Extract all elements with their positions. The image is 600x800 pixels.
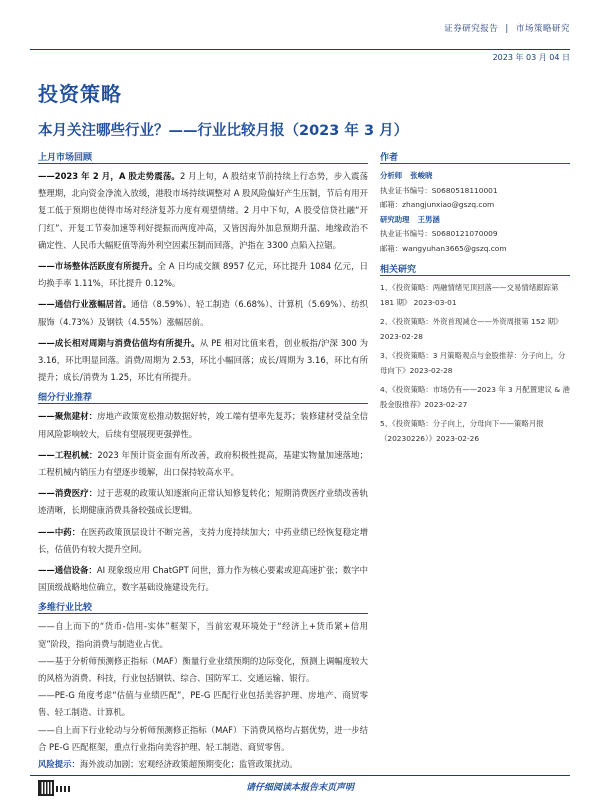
related-item[interactable]: 2、《投资策略：外资首现减仓——外资周报第 152 期》 2023-02-28	[380, 317, 563, 341]
related-item[interactable]: 4、《投资策略：市场仍有——2023 年 3 月配置建议 & 港股金股推荐》2023-02-27	[380, 385, 570, 409]
analyst-block	[380, 169, 570, 256]
footer-rule	[30, 775, 570, 776]
rec-body: 2023 年预计资金面有所改善，政府积极性提高，基建实物量加速落地；工程机械内销压力有望逐步缓解，出口保持较高水平。	[38, 449, 368, 478]
recommendation	[38, 485, 368, 519]
related-item[interactable]: 3、《投资策略：3 月策略观点与金股推荐：分子向上，分母向下》2023-02-28	[380, 351, 566, 375]
paragraph	[38, 335, 368, 387]
risk-title: 风险提示：	[38, 759, 80, 770]
related-title: 相关研究	[380, 262, 570, 276]
header-rule	[30, 49, 570, 50]
report-header	[444, 22, 570, 34]
related-item[interactable]: 5、《投资策略：分子向上，分母向下——策略月报（20230226）》2023-02-26	[380, 419, 544, 443]
risk-note	[38, 756, 368, 773]
sidebar	[380, 150, 570, 451]
compare-item: ——PE-G 角度考虑“估值与业绩匹配”，PE-G 匹配行业包括美容护理、房地产、商贸零售、轻工制造、计算机。	[38, 690, 368, 718]
assistant-cert: 执业证书编号：S0680121070009	[380, 229, 498, 238]
rec-lead: ——中药：	[38, 526, 81, 537]
para-body: 全 A 日均成交额 8957 亿元，环比提升 1084 亿元，日均换手率 1.11%，环比提升 0.12%。	[38, 261, 368, 289]
rec-body: AI 现象级应用 ChatGPT 问世，算力作为核心要素或迎高速扩张；数字中国顶级战略地位确立，数字基础设施建设先行。	[38, 565, 368, 593]
authors-title: 作者	[380, 150, 570, 164]
para-lead: ——成长相对周期与消费估值均有所提升。	[38, 337, 200, 348]
para-lead: ——2023 年 2 月，A 股走势震荡。	[38, 171, 180, 181]
recommendation	[38, 408, 368, 442]
compare-item: ——自上而下行业轮动与分析师预测修正指标（MAF）下消费风格均占据优势，进一步结合 PE-G 匹配框架，重点行业指向美容护理、轻工制造、商贸零售。	[38, 724, 368, 752]
rec-lead: ——通信设备：	[38, 565, 97, 576]
report-date: 2023 年 03 月 04 日	[492, 53, 570, 62]
recommendation	[38, 447, 368, 481]
brand-title: 投资策略	[38, 82, 122, 106]
doc-type: 证券研究报告	[444, 24, 499, 34]
para-lead: ——市场整体活跃度有所提升。	[38, 261, 158, 272]
report-title: 本月关注哪些行业？——行业比较月报（2023 年 3 月）	[38, 123, 409, 139]
rec-lead: ——工程机械：	[38, 449, 98, 460]
section-industry-recommend: 细分行业推荐	[38, 390, 368, 404]
rec-body: 在医药政策顶层设计不断完善，支持力度持续加大；中药业绩已经恢复稳定增长，估值仍有较大提升空间。	[38, 526, 369, 554]
para-body: 通信（8.59%）、轻工制造（6.68%）、计算机（5.69%）、纺织服饰（4.73%）及钢铁（4.55%）涨幅居前。	[38, 299, 368, 327]
assistant-role: 研究助理	[380, 214, 410, 224]
analyst-cert: 执业证书编号：S0680518110001	[380, 185, 498, 195]
compare-item: ——基于分析师预测修正指标（MAF）衡量行业业绩预期的边际变化，预测上调幅度较大的风格为消费、科技，行业包括钢铁、综合、国防军工、交通运输、银行。	[38, 655, 368, 684]
para-lead: ——通信行业涨幅居首。	[38, 299, 132, 310]
header-separator: |	[505, 24, 509, 34]
paragraph	[38, 258, 368, 292]
rec-lead: ——消费医疗：	[38, 488, 98, 499]
paragraph	[38, 296, 368, 330]
recommendation	[38, 562, 368, 596]
main-column	[38, 150, 368, 773]
risk-body: 海外波动加剧；宏观经济政策超预期变化；监管政策扰动。	[79, 759, 298, 770]
analyst-name: 张峻晓	[410, 171, 433, 180]
section-multi-compare: 多维行业比较	[38, 600, 368, 614]
para-body: 2 月上旬，A 股结束节前持续上行态势，步入震荡整理期，北向资金净流入放缓，港股市场持续调整对 A 股风险偏好产生压制，节后有用开复工低于预期也使得市场对经济复苏力度有观望情绪。2 月中下旬，A 股受信贷社融“开门红”、开复工节奏加速等利好提振而两度冲高，又皆因海外加息预期升温、地缘政治不确定性、人民币大幅贬值等海外利空因素压制而回落，沪指在 3300 点陷入拉锯。	[38, 171, 368, 250]
assistant-email[interactable]: 邮箱：wangyuhan3665@gszq.com	[380, 243, 507, 253]
analyst-role: 分析师	[380, 171, 403, 180]
section-market-review: 上月市场回顾	[38, 150, 368, 164]
recommendation	[38, 524, 368, 558]
rec-lead: ——聚焦建材：	[38, 411, 98, 422]
category: 市场策略研究	[515, 24, 570, 34]
related-item[interactable]: 1、《投资策略：两融情绪见顶回落——交易情绪跟踪第 181 期》 2023-03-01	[380, 283, 559, 307]
assistant-name: 王男涵	[417, 214, 440, 224]
footer-disclaimer: 请仔细阅读本报告末页声明	[245, 783, 354, 793]
analyst-email[interactable]: 邮箱：zhangjunxiao@gszq.com	[380, 200, 495, 209]
compare-item: ——自上而下的“货币-信用-实体”框架下，当前宏观环境处于“经济上+货币紧+信用宽”阶段，指向消费与制造业占优。	[38, 621, 368, 649]
rec-body: 房地产政策宽松推动数据好转，竣工端有望率先复苏；装修建材受益全信用风险影响较大，后续有望展现更强弹性。	[38, 411, 368, 439]
paragraph	[38, 168, 368, 254]
rec-body: 过于悲观的政策认知逐渐向正常认知修复转化；短期消费医疗业绩改善轨迹清晰，长期健康消费具备较强成长逻辑。	[38, 488, 368, 516]
para-body: 从 PE 相对比值来看，创业板指/沪深 300 为 3.16，环比明显回落。消费/周期为 2.53，环比小幅回落；成长/周期为 3.16，环比有所提升；成长/消费为 1.25，环比有所提升。	[38, 337, 369, 383]
